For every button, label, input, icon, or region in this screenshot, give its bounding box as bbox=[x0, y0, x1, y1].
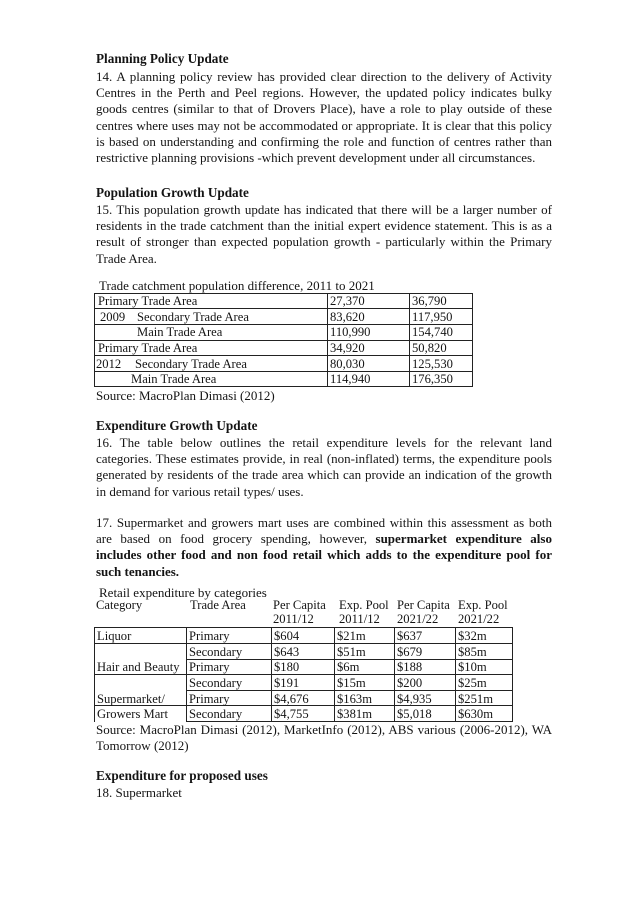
pop-table-line bbox=[94, 355, 473, 356]
retail-area-cell: Secondary bbox=[189, 676, 243, 690]
retail-pc2021-cell: $200 bbox=[397, 676, 423, 690]
expenditure-paragraph-16: 16. The table below outlines the retail expenditure levels for the relevant land categories. These estimates provide, in real (non-inflated) terms, the expenditure pools generated by residents of the trade area which can provide an indication of the growth in demand for various retail types/ uses. bbox=[96, 435, 552, 499]
header-exp-pool-2021: Exp. Pool bbox=[458, 598, 508, 612]
pop-2011-cell: 114,940 bbox=[330, 372, 371, 386]
pop-2021-cell: 36,790 bbox=[412, 294, 447, 308]
retail-table-caption: Retail expenditure by categories bbox=[99, 585, 267, 600]
planning-heading: Planning Policy Update bbox=[96, 51, 229, 66]
retail-ep2011-cell: $163m bbox=[337, 692, 372, 706]
retail-table-line bbox=[455, 627, 456, 722]
header-exp-pool-2021-year: 2021/22 bbox=[458, 612, 500, 626]
pop-area-cell: Primary Trade Area bbox=[98, 341, 198, 355]
pop-2021-cell: 125,530 bbox=[412, 357, 453, 371]
header-per-capita-2011-year: 2011/12 bbox=[273, 612, 314, 626]
retail-table-line bbox=[94, 627, 513, 628]
retail-ep2011-cell: $15m bbox=[337, 676, 366, 690]
header-category: Category bbox=[96, 598, 143, 612]
pop-table-line bbox=[472, 293, 473, 387]
retail-area-cell: Secondary bbox=[189, 645, 243, 659]
pop-area-cell: Primary Trade Area bbox=[98, 294, 198, 308]
retail-area-cell: Primary bbox=[189, 660, 230, 674]
header-trade-area: Trade Area bbox=[190, 598, 246, 612]
pop-table-line bbox=[94, 308, 473, 309]
retail-ep2021-cell: $32m bbox=[458, 629, 487, 643]
retail-ep2011-cell: $51m bbox=[337, 645, 366, 659]
retail-table-line bbox=[334, 627, 335, 722]
retail-pc2021-cell: $188 bbox=[397, 660, 423, 674]
expenditure-paragraph-17 bbox=[96, 515, 552, 580]
retail-table-line bbox=[512, 627, 513, 722]
pop-2021-cell: 154,740 bbox=[412, 325, 453, 339]
pop-2011-cell: 83,620 bbox=[330, 310, 365, 324]
pop-table-line bbox=[94, 293, 95, 387]
population-paragraph: 15. This population growth update has indicated that there will be a larger number of residents in the trade catchment than the initial expert evidence statement. This is as a result of stronger than expected population growth - particularly within the Primary Trade Area. bbox=[96, 202, 552, 266]
pop-2021-cell: 176,350 bbox=[412, 372, 453, 386]
retail-table-line bbox=[186, 627, 187, 722]
retail-area-cell: Primary bbox=[189, 692, 230, 706]
header-per-capita-2011: Per Capita bbox=[273, 598, 326, 612]
header-exp-pool-2011: Exp. Pool bbox=[339, 598, 389, 612]
retail-category-cell: Hair and Beauty bbox=[97, 660, 180, 674]
retail-source: Source: MacroPlan Dimasi (2012), MarketInfo (2012), ABS various (2006-2012), WA Tomorrow (2012) bbox=[96, 722, 552, 754]
pop-2011-cell: 80,030 bbox=[330, 357, 365, 371]
pop-2011-cell: 110,990 bbox=[330, 325, 371, 339]
retail-table-line bbox=[94, 674, 513, 675]
retail-pc2011-cell: $4,755 bbox=[274, 707, 309, 721]
retail-table-line bbox=[394, 627, 395, 722]
population-source: Source: MacroPlan Dimasi (2012) bbox=[96, 388, 275, 403]
retail-pc2011-cell: $604 bbox=[274, 629, 300, 643]
pop-table-line bbox=[327, 293, 328, 387]
pop-year-cell: 2009 bbox=[100, 310, 126, 324]
retail-ep2021-cell: $10m bbox=[458, 660, 487, 674]
retail-pc2021-cell: $5,018 bbox=[397, 707, 432, 721]
retail-pc2011-cell: $643 bbox=[274, 645, 300, 659]
retail-area-cell: Secondary bbox=[189, 707, 243, 721]
retail-ep2021-cell: $251m bbox=[458, 692, 493, 706]
pop-year-cell: 2012 bbox=[96, 357, 122, 371]
pop-table-line bbox=[94, 386, 473, 387]
retail-ep2011-cell: $381m bbox=[337, 707, 372, 721]
retail-category-cell: Growers Mart bbox=[97, 707, 168, 721]
retail-category-cell: Supermarket/ bbox=[97, 692, 165, 706]
expenditure-heading: Expenditure Growth Update bbox=[96, 418, 258, 433]
retail-pc2021-cell: $4,935 bbox=[397, 692, 432, 706]
retail-table-line bbox=[94, 643, 513, 644]
header-per-capita-2021: Per Capita bbox=[397, 598, 450, 612]
retail-pc2011-cell: $191 bbox=[274, 676, 300, 690]
header-exp-pool-2011-year: 2011/12 bbox=[339, 612, 380, 626]
pop-2021-cell: 50,820 bbox=[412, 341, 447, 355]
pop-area-cell: Secondary Trade Area bbox=[137, 310, 249, 324]
para17-bold-text: supermarket expenditure also includes other food and non food retail which adds to the expenditure pool for such tenancies. bbox=[96, 531, 552, 579]
retail-pc2021-cell: $679 bbox=[397, 645, 423, 659]
pop-2011-cell: 34,920 bbox=[330, 341, 365, 355]
pop-table-line bbox=[409, 293, 410, 387]
retail-pc2021-cell: $637 bbox=[397, 629, 423, 643]
retail-table-line bbox=[94, 627, 95, 722]
population-heading: Population Growth Update bbox=[96, 185, 249, 200]
retail-category-cell: Liquor bbox=[97, 629, 132, 643]
retail-ep2021-cell: $630m bbox=[458, 707, 493, 721]
para17-text: 17. Supermarket and growers mart uses are combined within this assessment as both are based on food grocery spending, however, bbox=[96, 515, 552, 547]
proposed-heading: Expenditure for proposed uses bbox=[96, 768, 268, 783]
pop-area-cell: Main Trade Area bbox=[137, 325, 223, 339]
retail-ep2011-cell: $6m bbox=[337, 660, 360, 674]
retail-ep2021-cell: $85m bbox=[458, 645, 487, 659]
population-table-caption: Trade catchment population difference, 2011 to 2021 bbox=[99, 278, 375, 293]
header-per-capita-2021-year: 2021/22 bbox=[397, 612, 439, 626]
retail-ep2011-cell: $21m bbox=[337, 629, 366, 643]
retail-ep2021-cell: $25m bbox=[458, 676, 487, 690]
pop-area-cell: Secondary Trade Area bbox=[135, 357, 247, 371]
proposed-item: 18. Supermarket bbox=[96, 785, 182, 800]
retail-area-cell: Primary bbox=[189, 629, 230, 643]
pop-2021-cell: 117,950 bbox=[412, 310, 453, 324]
retail-table-line bbox=[186, 690, 513, 691]
planning-paragraph: 14. A planning policy review has provided clear direction to the delivery of Activity Centres in the Perth and Peel regions. However, the updated policy indicates bulky goods centres (similar to that of Drovers Place), have a role to play outside of these centres where uses may not be accommodated or appropriate. It is clear that this policy is based on understanding and confirming the role and function of centres rather than restrictive planning provisions -which prevent development under all circumstances. bbox=[96, 69, 552, 166]
retail-pc2011-cell: $180 bbox=[274, 660, 300, 674]
retail-table-line bbox=[271, 627, 272, 722]
pop-2011-cell: 27,370 bbox=[330, 294, 365, 308]
retail-pc2011-cell: $4,676 bbox=[274, 692, 309, 706]
pop-area-cell: Main Trade Area bbox=[131, 372, 217, 386]
